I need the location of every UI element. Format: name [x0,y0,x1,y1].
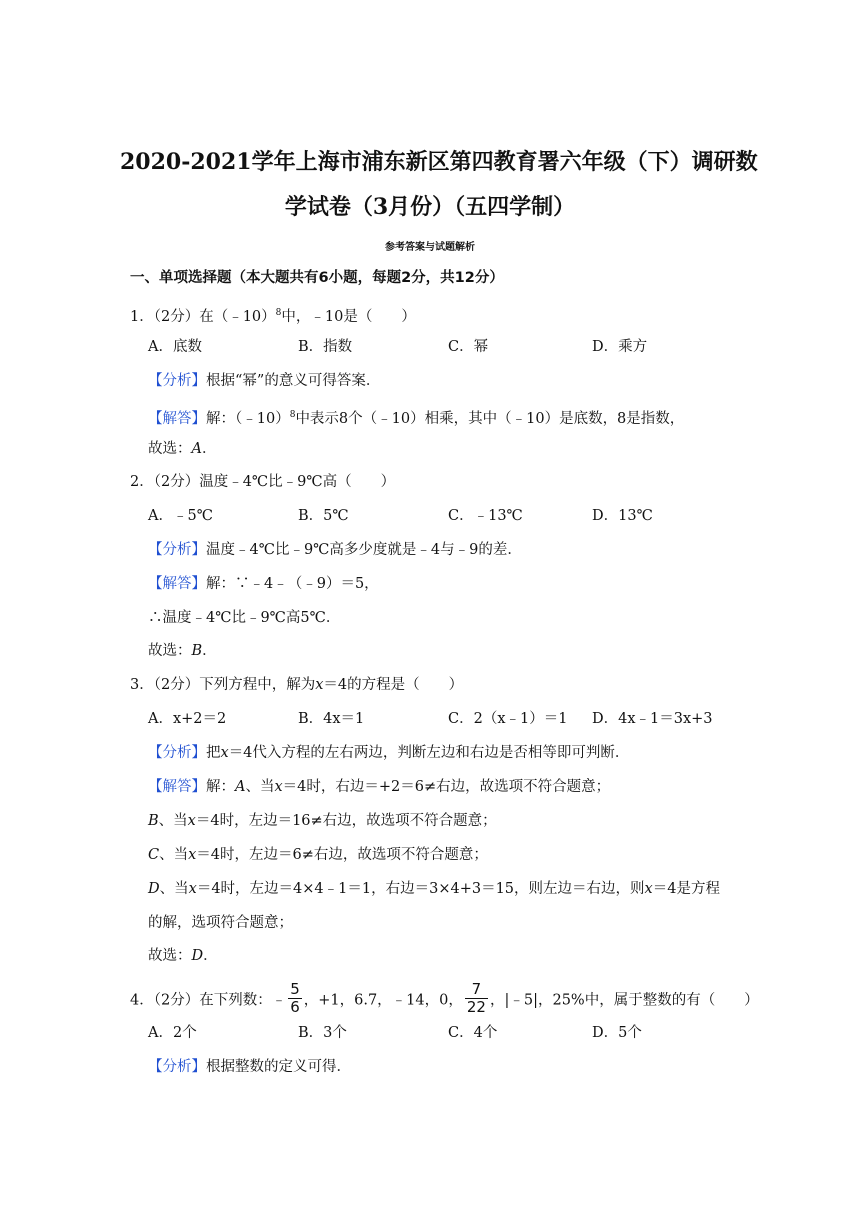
q3-choice: 故选：D． [148,948,218,964]
q1-option-d: D．乘方 [592,339,648,355]
fraction-5-6: $\frac{5}{6}$ [290,980,300,1016]
analysis-tag: 【分析】 [148,745,206,761]
document-subtitle: 参考答案与试题解析 [385,242,475,253]
q1-choice: 故选：A． [148,441,217,457]
q1-option-b: B．指数 [298,339,353,355]
document-title-line-1: 2020-2021学年上海市浦东新区第四教育署六年级（下）调研数 [120,149,758,175]
solution-tag: 【解答】 [148,576,206,592]
q3-analysis: 【分析】把x＝4代入方程的左右两边，判断左边和右边是否相等即可判断． [148,745,630,761]
q2-choice: 故选：B． [148,643,217,659]
fraction-7-22: $\frac{7}{22}$ [466,980,486,1016]
q4-analysis: 【分析】根据整数的定义可得． [148,1059,351,1075]
q3-solution-line-5: 的解，选项符合题意； [148,915,293,931]
q2-solution-line-2: ∴温度﹣4℃比﹣9℃高5℃． [148,610,341,626]
q4-option-a: A．2个 [148,1025,197,1041]
document-title-line-2: 学试卷（3月份）（五四学制） [284,194,576,220]
q2-solution: 【解答】解：∵﹣4﹣（﹣9）＝5， [148,576,379,592]
q1-option-a: A．底数 [148,339,202,355]
q3-solution-line-1: 【解答】解：A、当x＝4时，右边＝+2＝6≠右边，故选项不符合题意； [148,779,611,795]
question-4-stem: 4．（2分）在下列数：﹣ $\frac{5}{6}$ ，+1，6.7，﹣14，0， $\frac{7}{22}$ ，|﹣5|，25%中，属于整数的有（ ） [130,980,759,1016]
q3-option-c: C．2（x﹣1）＝1 [448,711,568,727]
analysis-tag: 【分析】 [148,1059,206,1075]
q1-option-c: C．幂 [448,339,489,355]
q4-option-c: C．4个 [448,1025,498,1041]
question-2-stem: 2．（2分）温度﹣4℃比﹣9℃高（ ） [130,474,396,490]
q2-option-a: A．﹣5℃ [148,508,213,524]
q4-option-b: B．3个 [298,1025,347,1041]
q2-option-b: B．5℃ [298,508,349,524]
q3-option-d: D．4x﹣1＝3x+3 [592,711,713,727]
q3-solution-line-4: D、当x＝4时，左边＝4×4﹣1＝1，右边＝3×4+3＝15，则左边＝右边，则x＝4是方程 [148,881,720,897]
q3-option-b: B．4x＝1 [298,711,365,727]
q3-solution-line-2: B、当x＝4时，左边＝16≠右边，故选项不符合题意； [148,813,497,829]
analysis-tag: 【分析】 [148,373,206,389]
q2-analysis: 【分析】温度﹣4℃比﹣9℃高多少度就是﹣4与﹣9的差． [148,542,522,558]
q3-solution-line-3: C、当x＝4时，左边＝6≠右边，故选项不符合题意； [148,847,488,863]
section-heading-single-choice: 一、单项选择题（本大题共有6小题，每题2分，共12分） [130,270,504,286]
q3-option-a: A．x+2＝2 [148,711,227,727]
analysis-tag: 【分析】 [148,542,206,558]
q1-analysis: 【分析】根据“幂”的意义可得答案． [148,373,381,389]
question-3-stem: 3．（2分）下列方程中，解为x＝4的方程是（ ） [130,677,464,693]
solution-tag: 【解答】 [148,779,206,795]
solution-tag: 【解答】 [148,410,206,427]
q4-option-d: D．5个 [592,1025,642,1041]
question-1-stem: 1．（2分）在（﹣10）$^8$中，﹣10是（ ） [130,308,416,325]
q1-solution: 【解答】解：（﹣10）$^8$中表示8个（﹣10）相乘，其中（﹣10）是底数，8是指数， [148,410,685,427]
q2-option-d: D．13℃ [592,508,653,524]
q2-option-c: C．﹣13℃ [448,508,523,524]
